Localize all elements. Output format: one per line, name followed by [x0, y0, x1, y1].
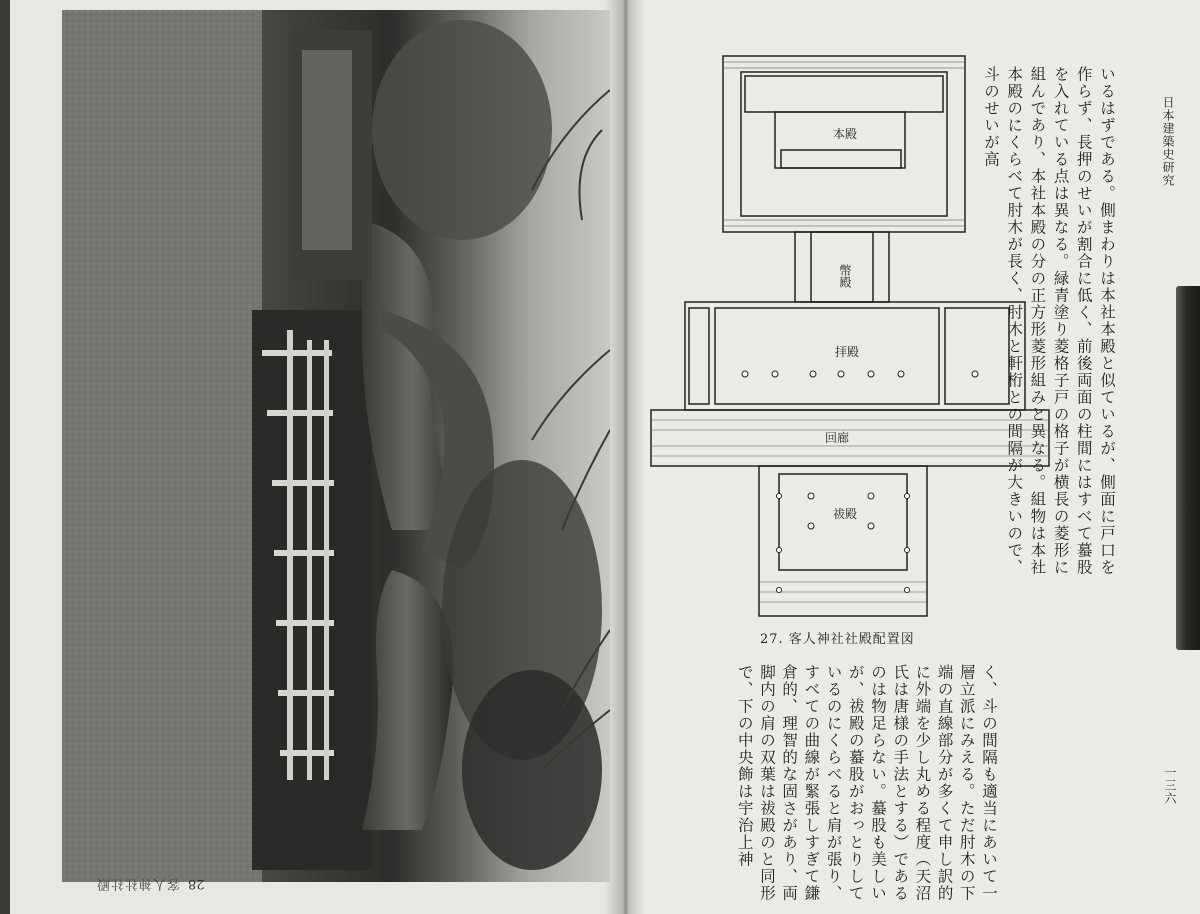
photo-illustration: [62, 10, 610, 882]
honden-enclosure: [723, 56, 965, 232]
body-text-upper: いるはずである。側まわりは本社本殿と似ているが、側面に戸口を作らず、長押のせいが割合に低く、前後両面の柱間にはすべて蟇股を入れている点は異なる。緑青塗り菱格子戸の格子が横長の菱形に組んであり、本社本殿の分の正方形菱形組みと異なる。組物は本社本殿のにくらべて肘木が長く、肘木と軒桁との間隔が大きいので、斗のせいが高: [981, 66, 1116, 576]
shrine-photograph: [62, 10, 610, 882]
page-clip: [1176, 286, 1200, 650]
book-gutter: [605, 0, 645, 914]
label-heiden: 幣殿: [838, 264, 852, 288]
label-haraiden: 祓殿: [833, 507, 858, 521]
haraiden-box: [759, 466, 927, 616]
plate-caption: 客人神社社殿: [96, 876, 181, 891]
label-honden: 本殿: [833, 127, 858, 141]
plate-number: 28: [188, 876, 205, 891]
running-head: 日本建築史研究: [1161, 96, 1175, 187]
figure-caption: 27. 客人神社社殿配置図: [760, 632, 915, 647]
body-text-lower: く、斗の間隔も適当にあいて一層立派にみえる。ただ肘木の下端の直線部分が多くて申し訳的に外端を少し丸める程度（天沼氏は唐様の手法とする）であるのは物足らない。蟇股も美しいが、祓殿の蟇股がおっとりしているのにくらべると肩が張り、すべての曲線が緊張しすぎて鎌倉的、理智的な固さがあり、両脚内の肩の双葉は祓殿のと同形で、下の中央飾は宇治上神: [735, 664, 998, 902]
label-kairo: 回廊: [825, 431, 850, 445]
page-number: 一三六: [1163, 766, 1177, 805]
label-haiden: 拝殿: [835, 345, 860, 359]
